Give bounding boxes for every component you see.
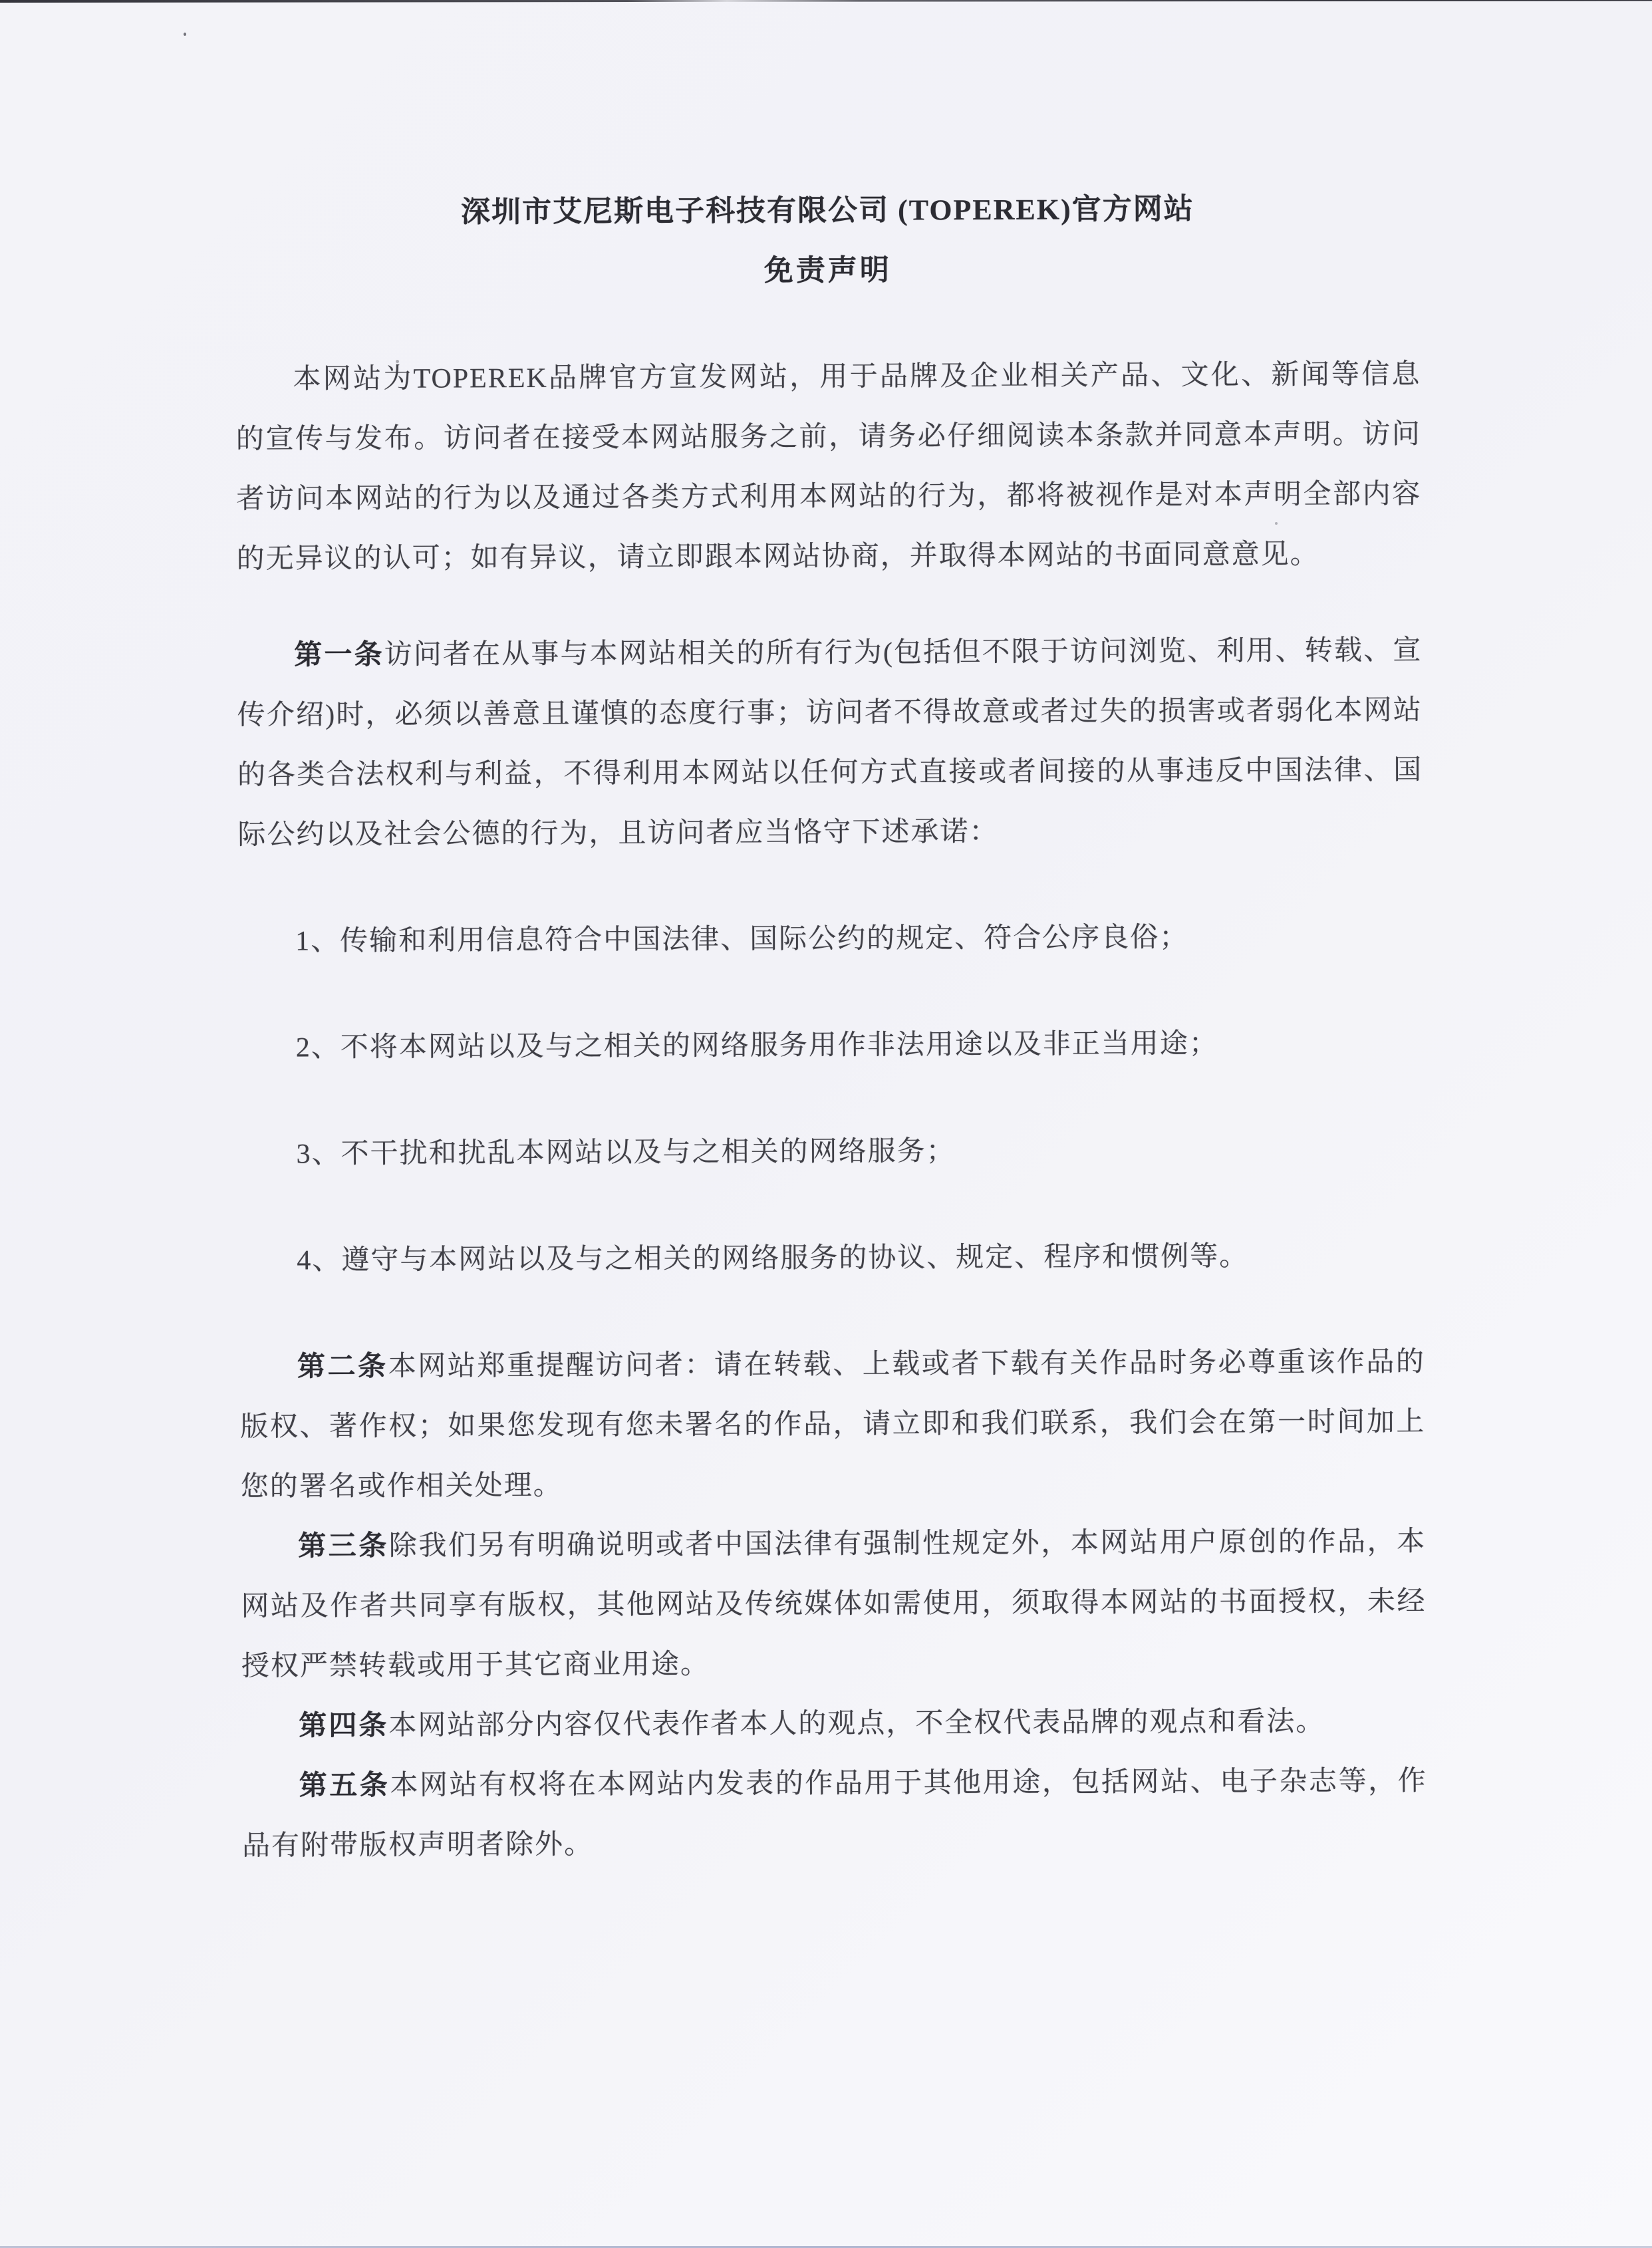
article-1 xyxy=(237,621,1423,865)
article-1-label: 第一条 xyxy=(294,639,384,671)
promise-item-3: 3、不干扰和扰乱本网站以及与之相关的网络服务； xyxy=(296,1136,956,1170)
intro-paragraph: 本网站为TOPEREK品牌官方宣发网站，用于品牌及企业相关产品、文化、新闻等信息的宣传与发布。访问者在接受本网站服务之前，请务必仔细阅读本条款并同意本声明。访问者访问本网站的行为以及通过各类方式利用本网站的行为，都将被视作是对本声明全部内容的无异议的认可；如有异议，请立即跟本网站协商，并取得本网站的书面同意意见。 xyxy=(235,359,1422,575)
article-3-text: 除我们另有明确说明或者中国法律有强制性规定外，本网站用户原创的作品，本网站及作者共同享有版权，其他网站及传统媒体如需使用，须取得本网站的书面授权，未经授权严禁转载或用于其它商业用途。 xyxy=(241,1526,1427,1682)
document-title: 深圳市艾尼斯电子科技有限公司 (TOPEREK)官方网站 xyxy=(460,192,1194,229)
article-3-label: 第三条 xyxy=(298,1530,389,1562)
article-5 xyxy=(242,1751,1428,1876)
article-1-text: 访问者在从事与本网站相关的所有行为(包括但不限于访问浏览、利用、转载、宣传介绍)时，必须以善意且谨慎的态度行事；访问者不得故意或者过失的损害或者弱化本网站的各类合法权利与利益，不得利用本网站以任何方式直接或者间接的从事违反中国法律、国际公约以及社会公德的行为，且访问者应当恪守下述承诺： xyxy=(237,635,1423,851)
document-subtitle: 免责声明 xyxy=(763,253,892,287)
article-5-label: 第五条 xyxy=(299,1770,390,1802)
article-4-label: 第四条 xyxy=(299,1710,389,1742)
promise-item-1: 1、传输和利用信息符合中国法律、国际公约的规定、符合公序良俗； xyxy=(295,922,1189,957)
document-body xyxy=(234,0,1427,1876)
scan-speck xyxy=(184,33,186,36)
article-5-text: 本网站有权将在本网站内发表的作品用于其他用途，包括网站、电子杂志等，作品有附带版权声明者除外。 xyxy=(242,1766,1427,1862)
article-4 xyxy=(241,1691,1427,1756)
article-3 xyxy=(241,1512,1427,1697)
article-2 xyxy=(240,1332,1426,1517)
article-4-text: 本网站部分内容仅代表作者本人的观点，不全权代表品牌的观点和看法。 xyxy=(388,1706,1325,1741)
promise-item-4: 4、遵守与本网站以及与之相关的网络服务的协议、规定、程序和惯例等。 xyxy=(297,1241,1249,1276)
article-2-text: 本网站郑重提醒访问者：请在转载、上载或者下载有关作品时务必尊重该作品的版权、著作权；如果您发现有您未署名的作品，请立即和我们联系，我们会在第一时间加上您的署名或作相关处理。 xyxy=(240,1347,1426,1502)
article-2-label: 第二条 xyxy=(297,1351,388,1383)
promise-item-2: 2、不将本网站以及与之相关的网络服务用作非法用途以及非正当用途； xyxy=(295,1028,1218,1063)
